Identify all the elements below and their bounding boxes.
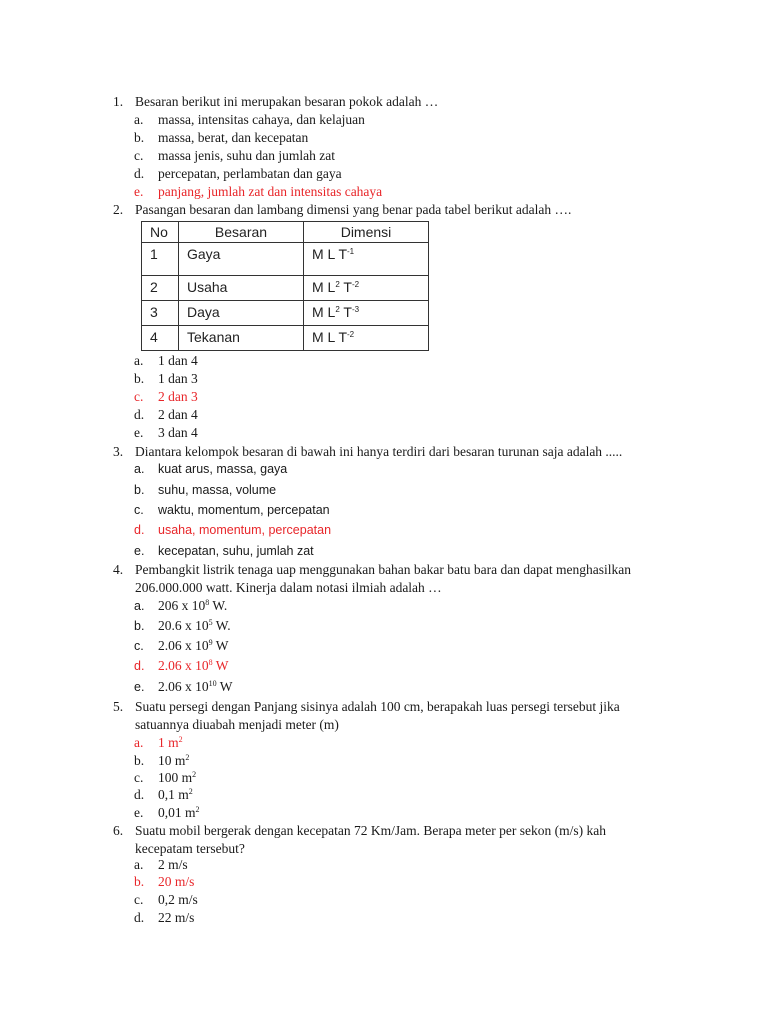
option-1b-text: massa, berat, dan kecepatan — [158, 130, 309, 145]
dimension-exponent: -1 — [347, 247, 355, 256]
option-5e-letter: e. — [134, 805, 144, 820]
option-3d-text: usaha, momentum, percepatan — [158, 523, 332, 537]
option-2d-text: 2 dan 4 — [158, 407, 198, 422]
option-5c-letter: c. — [134, 770, 144, 785]
dimension-exponent: 2 — [335, 280, 340, 289]
option-1e-letter: e. — [134, 184, 144, 199]
option-3b-text: suhu, massa, volume — [158, 483, 277, 497]
option-4d-letter: d. — [134, 659, 145, 673]
dimension-table — [141, 221, 429, 351]
dimension-base: M L T — [312, 246, 348, 262]
option-2e-text: 3 dan 4 — [158, 425, 198, 440]
option-5c-text: 100 $m^2$ — [158, 770, 197, 785]
table-cell-besaran: Daya — [179, 301, 304, 326]
question-6-text-line1: Suatu mobil bergerak dengan kecepatan 72 Km/Jam. Berapa meter per sekon (m/s) kah — [135, 823, 606, 838]
option-5d-letter: d. — [134, 787, 145, 802]
option-4b-letter: b. — [134, 619, 145, 633]
table-row — [142, 301, 429, 326]
option-2e-letter: e. — [134, 425, 144, 440]
dimension-exponent: 2 — [335, 305, 340, 314]
option-2c-text: 2 dan 3 — [158, 389, 198, 404]
table-cell-no: 4 — [142, 326, 179, 351]
option-6b-letter: b. — [134, 874, 145, 889]
question-4-number: 4. — [113, 562, 124, 577]
dimension-exponent: -3 — [352, 305, 360, 314]
option-5b-text: 10 $m^2$ — [158, 753, 190, 768]
table-cell-dimensi — [304, 276, 429, 301]
option-6a-text: 2 m/s — [158, 857, 188, 872]
table-cell-no: 2 — [142, 276, 179, 301]
table-cell-dimensi — [304, 301, 429, 326]
option-4c-text: 2.06 x $10^9$ W — [158, 638, 229, 653]
option-1e-text: panjang, jumlah zat dan intensitas cahaya — [158, 184, 383, 199]
option-5a-text: 1 $m^2$ — [158, 735, 183, 750]
option-4e-text: 2.06 x $10^{10}$ W — [158, 679, 233, 694]
option-3a-letter: a. — [134, 462, 145, 476]
table-cell-dimensi — [304, 243, 429, 276]
table-row — [142, 326, 429, 351]
dimension-time: T — [339, 279, 352, 295]
option-2b-text: 1 dan 3 — [158, 371, 198, 386]
question-5-number: 5. — [113, 699, 124, 714]
option-2c-letter: c. — [134, 389, 144, 404]
option-2a-text: 1 dan 4 — [158, 353, 198, 368]
option-1a-letter: a. — [134, 112, 144, 127]
question-4-text-line2: 206.000.000 watt. Kinerja dalam notasi ilmiah adalah … — [135, 580, 442, 595]
option-4d-text: 2.06 x $10^8$ W — [158, 658, 229, 673]
option-4a-letter: a. — [134, 599, 145, 613]
option-4a-text: 206 x $10^8$ W. — [158, 598, 228, 613]
option-4e-letter: e. — [134, 680, 145, 694]
dimension-base: M L T — [312, 329, 348, 345]
option-3c-letter: c. — [134, 503, 144, 517]
option-1b-letter: b. — [134, 130, 145, 145]
table-row — [142, 276, 429, 301]
table-header-row — [142, 222, 429, 243]
question-2-number: 2. — [113, 202, 124, 217]
table-row — [142, 243, 429, 276]
option-3e-text: kecepatan, suhu, jumlah zat — [158, 544, 314, 558]
option-6c-letter: c. — [134, 892, 144, 907]
option-6c-text: 0,2 m/s — [158, 892, 198, 907]
option-3a-text: kuat arus, massa, gaya — [158, 462, 288, 476]
option-6a-letter: a. — [134, 857, 144, 872]
option-1a-text: massa, intensitas cahaya, dan kelajuan — [158, 112, 365, 127]
option-3b-letter: b. — [134, 483, 145, 497]
question-3-text: Diantara kelompok besaran di bawah ini hanya terdiri dari besaran turunan saja adalah ..... — [135, 444, 623, 459]
table-cell-besaran: Gaya — [179, 243, 304, 276]
table-header-no: No — [142, 222, 179, 243]
option-3e-letter: e. — [134, 544, 145, 558]
option-6b-text: 20 m/s — [158, 874, 195, 889]
question-3-number: 3. — [113, 444, 124, 459]
table-cell-no: 1 — [142, 243, 179, 276]
question-2-text: Pasangan besaran dan lambang dimensi yang benar pada tabel berikut adalah …. — [135, 202, 572, 217]
question-6-number: 6. — [113, 823, 124, 838]
option-6d-letter: d. — [134, 910, 145, 925]
dimension-base: M L — [312, 279, 336, 295]
table-header-dimensi: Dimensi — [304, 222, 429, 243]
question-1-text: Besaran berikut ini merupakan besaran pokok adalah … — [135, 94, 439, 109]
option-1d-letter: d. — [134, 166, 145, 181]
option-2a-letter: a. — [134, 353, 144, 368]
option-3d-letter: d. — [134, 523, 145, 537]
option-2d-letter: d. — [134, 407, 145, 422]
option-4b-text: 20.6 x $10^5$ W. — [158, 618, 231, 633]
table-header-besaran: Besaran — [179, 222, 304, 243]
dimension-exponent: -2 — [347, 330, 355, 339]
question-5-text-line2: satuannya diuabah menjadi meter (m) — [135, 717, 339, 732]
option-6d-text: 22 m/s — [158, 910, 195, 925]
dimension-time: T — [339, 304, 352, 320]
option-1c-letter: c. — [134, 148, 144, 163]
table-cell-besaran: Tekanan — [179, 326, 304, 351]
dimension-base: M L — [312, 304, 336, 320]
question-1-number: 1. — [113, 94, 124, 109]
option-3c-text: waktu, momentum, percepatan — [158, 503, 330, 517]
question-4-text-line1: Pembangkit listrik tenaga uap menggunakan bahan bakar batu bara dan dapat menghasilkan — [135, 562, 631, 577]
option-5d-text: 0,1 $m^2$ — [158, 787, 193, 802]
table-cell-no: 3 — [142, 301, 179, 326]
option-5a-letter: a. — [134, 735, 144, 750]
dimension-exponent: -2 — [352, 280, 360, 289]
option-5e-text: 0,01 $m^2$ — [158, 805, 200, 820]
option-1d-text: percepatan, perlambatan dan gaya — [158, 166, 342, 181]
question-6-text-line2: kecepatam tersebut? — [135, 841, 245, 856]
table-cell-dimensi — [304, 326, 429, 351]
option-2b-letter: b. — [134, 371, 145, 386]
question-5-text-line1: Suatu persegi dengan Panjang sisinya adalah 100 cm, berapakah luas persegi tersebut jika — [135, 699, 620, 714]
option-1c-text: massa jenis, suhu dan jumlah zat — [158, 148, 335, 163]
table-cell-besaran: Usaha — [179, 276, 304, 301]
option-5b-letter: b. — [134, 753, 145, 768]
option-4c-letter: c. — [134, 639, 144, 653]
